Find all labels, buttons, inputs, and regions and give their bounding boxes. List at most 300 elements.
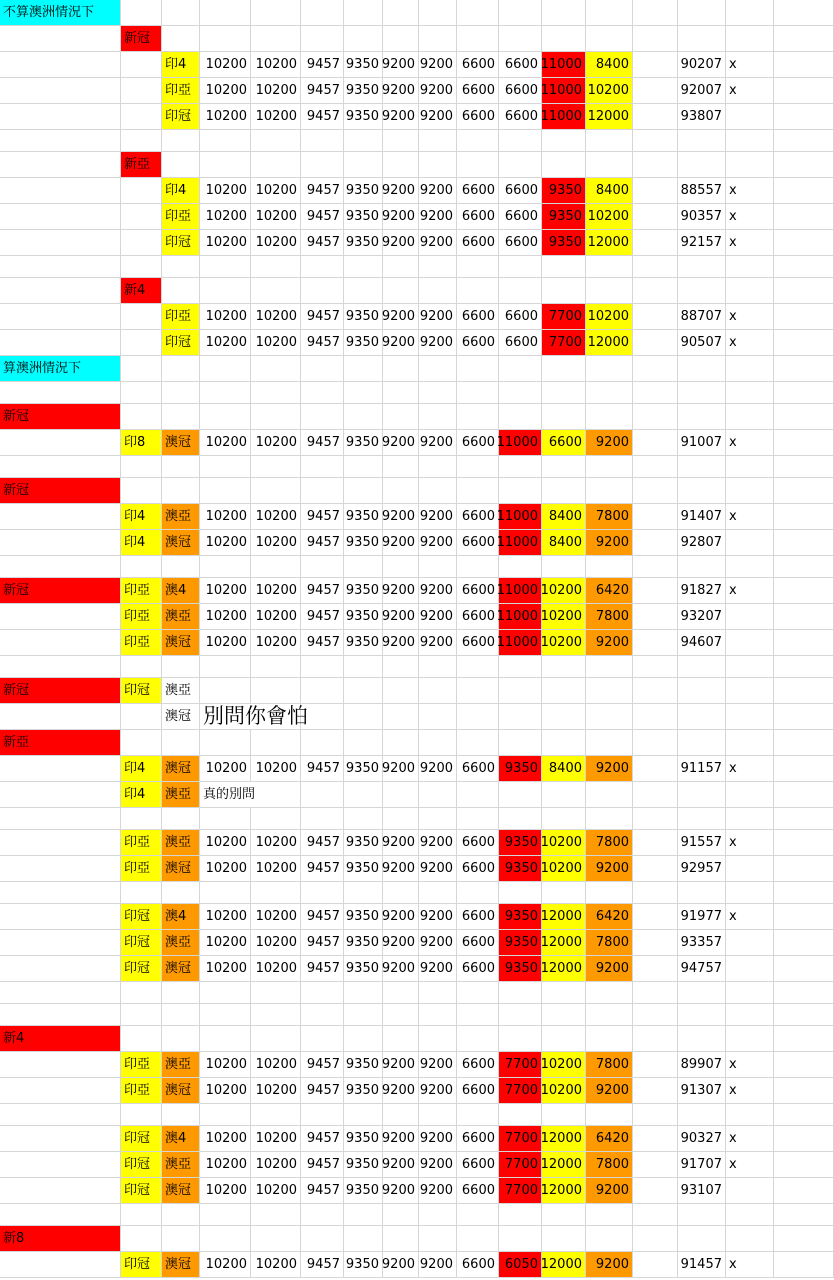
empty-cell[interactable] xyxy=(200,808,251,830)
empty-cell[interactable] xyxy=(301,1226,344,1252)
label-cell[interactable]: x xyxy=(726,178,774,204)
empty-cell[interactable] xyxy=(419,456,457,478)
empty-cell[interactable] xyxy=(162,130,200,152)
empty-cell[interactable] xyxy=(633,404,678,430)
empty-cell[interactable] xyxy=(678,1004,726,1026)
empty-cell[interactable] xyxy=(200,982,251,1004)
label-cell[interactable]: 印冠 xyxy=(121,1126,162,1152)
empty-cell[interactable] xyxy=(457,130,499,152)
empty-cell[interactable] xyxy=(162,1004,200,1026)
empty-cell[interactable] xyxy=(678,982,726,1004)
value-cell[interactable]: 9200 xyxy=(419,578,457,604)
empty-cell[interactable] xyxy=(633,304,678,330)
value-cell[interactable]: 9350 xyxy=(344,1252,383,1278)
empty-cell[interactable] xyxy=(774,330,834,356)
empty-cell[interactable] xyxy=(0,130,121,152)
empty-cell[interactable] xyxy=(121,704,162,730)
value-cell[interactable]: 10200 xyxy=(542,1078,586,1104)
value-cell[interactable]: 9200 xyxy=(383,1078,419,1104)
value-cell[interactable]: 9350 xyxy=(344,330,383,356)
value-cell[interactable]: 6600 xyxy=(457,856,499,882)
empty-cell[interactable] xyxy=(121,456,162,478)
value-cell[interactable]: 9350 xyxy=(542,178,586,204)
empty-cell[interactable] xyxy=(633,1178,678,1204)
empty-cell[interactable] xyxy=(726,530,774,556)
value-cell[interactable]: 9350 xyxy=(344,1078,383,1104)
empty-cell[interactable] xyxy=(0,78,121,104)
value-cell[interactable]: 9200 xyxy=(586,430,633,456)
value-cell[interactable]: 91827 xyxy=(678,578,726,604)
empty-cell[interactable] xyxy=(586,382,633,404)
empty-cell[interactable] xyxy=(726,782,774,808)
value-cell[interactable]: 91707 xyxy=(678,1152,726,1178)
empty-cell[interactable] xyxy=(162,382,200,404)
empty-cell[interactable] xyxy=(121,1104,162,1126)
value-cell[interactable]: 9200 xyxy=(419,1152,457,1178)
value-cell[interactable]: 9350 xyxy=(499,856,542,882)
empty-cell[interactable] xyxy=(499,456,542,478)
empty-cell[interactable] xyxy=(383,808,419,830)
empty-cell[interactable] xyxy=(162,982,200,1004)
empty-cell[interactable] xyxy=(301,1004,344,1026)
empty-cell[interactable] xyxy=(251,982,301,1004)
label-cell[interactable]: 新冠 xyxy=(0,478,121,504)
empty-cell[interactable] xyxy=(633,782,678,808)
value-cell[interactable]: 6420 xyxy=(586,1126,633,1152)
value-cell[interactable]: 9200 xyxy=(419,530,457,556)
value-cell[interactable]: 10200 xyxy=(200,1252,251,1278)
empty-cell[interactable] xyxy=(200,130,251,152)
label-cell[interactable]: 澳冠 xyxy=(162,856,200,882)
empty-cell[interactable] xyxy=(457,1026,499,1052)
empty-cell[interactable] xyxy=(301,556,344,578)
empty-cell[interactable] xyxy=(457,678,499,704)
empty-cell[interactable] xyxy=(586,278,633,304)
empty-cell[interactable] xyxy=(344,256,383,278)
value-cell[interactable]: 10200 xyxy=(251,1178,301,1204)
label-cell[interactable]: 澳亞 xyxy=(162,678,200,704)
empty-cell[interactable] xyxy=(726,1104,774,1126)
empty-cell[interactable] xyxy=(542,678,586,704)
empty-cell[interactable] xyxy=(251,1004,301,1026)
empty-cell[interactable] xyxy=(457,556,499,578)
value-cell[interactable]: 10200 xyxy=(200,904,251,930)
value-cell[interactable]: 9200 xyxy=(419,78,457,104)
empty-cell[interactable] xyxy=(774,530,834,556)
empty-cell[interactable] xyxy=(419,808,457,830)
empty-cell[interactable] xyxy=(457,356,499,382)
empty-cell[interactable] xyxy=(162,1026,200,1052)
empty-cell[interactable] xyxy=(499,882,542,904)
label-cell[interactable]: 澳4 xyxy=(162,1126,200,1152)
empty-cell[interactable] xyxy=(633,130,678,152)
label-cell[interactable]: 澳亞 xyxy=(162,830,200,856)
empty-cell[interactable] xyxy=(162,278,200,304)
empty-cell[interactable] xyxy=(726,1226,774,1252)
empty-cell[interactable] xyxy=(251,556,301,578)
value-cell[interactable]: 9200 xyxy=(419,630,457,656)
value-cell[interactable]: 8400 xyxy=(586,52,633,78)
value-cell[interactable]: 9457 xyxy=(301,330,344,356)
value-cell[interactable]: 7700 xyxy=(499,1126,542,1152)
label-cell[interactable]: 印冠 xyxy=(121,1178,162,1204)
empty-cell[interactable] xyxy=(633,52,678,78)
value-cell[interactable]: 10200 xyxy=(542,604,586,630)
value-cell[interactable]: 6600 xyxy=(499,178,542,204)
value-cell[interactable]: 9350 xyxy=(344,78,383,104)
empty-cell[interactable] xyxy=(586,1026,633,1052)
empty-cell[interactable] xyxy=(633,882,678,904)
empty-cell[interactable] xyxy=(121,130,162,152)
empty-cell[interactable] xyxy=(774,956,834,982)
label-cell[interactable]: 印亞 xyxy=(162,78,200,104)
empty-cell[interactable] xyxy=(301,982,344,1004)
empty-cell[interactable] xyxy=(774,756,834,782)
value-cell[interactable]: 10200 xyxy=(251,830,301,856)
label-cell[interactable]: 印4 xyxy=(121,530,162,556)
empty-cell[interactable] xyxy=(726,26,774,52)
value-cell[interactable]: 9200 xyxy=(383,178,419,204)
empty-cell[interactable] xyxy=(301,0,344,26)
value-cell[interactable]: 9350 xyxy=(344,178,383,204)
empty-cell[interactable] xyxy=(251,882,301,904)
empty-cell[interactable] xyxy=(162,1104,200,1126)
label-cell[interactable]: 印8 xyxy=(121,430,162,456)
value-cell[interactable]: 6600 xyxy=(457,530,499,556)
empty-cell[interactable] xyxy=(726,656,774,678)
empty-cell[interactable] xyxy=(774,704,834,730)
value-cell[interactable]: 91007 xyxy=(678,430,726,456)
value-cell[interactable]: 11000 xyxy=(499,430,542,456)
empty-cell[interactable] xyxy=(586,1226,633,1252)
empty-cell[interactable] xyxy=(457,808,499,830)
empty-cell[interactable] xyxy=(121,656,162,678)
value-cell[interactable]: 6600 xyxy=(457,1052,499,1078)
empty-cell[interactable] xyxy=(457,478,499,504)
empty-cell[interactable] xyxy=(774,1126,834,1152)
empty-cell[interactable] xyxy=(586,456,633,478)
value-cell[interactable]: 9350 xyxy=(344,904,383,930)
value-cell[interactable]: 92807 xyxy=(678,530,726,556)
empty-cell[interactable] xyxy=(499,0,542,26)
value-cell[interactable]: 6600 xyxy=(457,1078,499,1104)
label-cell[interactable]: 印亞 xyxy=(121,604,162,630)
empty-cell[interactable] xyxy=(774,982,834,1004)
empty-cell[interactable] xyxy=(121,1226,162,1252)
empty-cell[interactable] xyxy=(633,1226,678,1252)
value-cell[interactable]: 10200 xyxy=(251,1252,301,1278)
empty-cell[interactable] xyxy=(251,152,301,178)
empty-cell[interactable] xyxy=(774,0,834,26)
value-cell[interactable]: 12000 xyxy=(542,1178,586,1204)
label-cell[interactable]: x xyxy=(726,430,774,456)
value-cell[interactable]: 9457 xyxy=(301,104,344,130)
empty-cell[interactable] xyxy=(542,356,586,382)
empty-cell[interactable] xyxy=(0,1178,121,1204)
value-cell[interactable]: 9350 xyxy=(344,856,383,882)
empty-cell[interactable] xyxy=(774,930,834,956)
empty-cell[interactable] xyxy=(344,456,383,478)
value-cell[interactable]: 11000 xyxy=(542,52,586,78)
label-cell[interactable]: 印4 xyxy=(121,782,162,808)
label-cell[interactable]: 印亞 xyxy=(162,204,200,230)
empty-cell[interactable] xyxy=(0,52,121,78)
empty-cell[interactable] xyxy=(419,656,457,678)
value-cell[interactable]: 9200 xyxy=(586,1178,633,1204)
value-cell[interactable]: 9350 xyxy=(344,830,383,856)
value-cell[interactable]: 7700 xyxy=(542,330,586,356)
empty-cell[interactable] xyxy=(726,1178,774,1204)
empty-cell[interactable] xyxy=(251,656,301,678)
value-cell[interactable]: 9200 xyxy=(419,1252,457,1278)
empty-cell[interactable] xyxy=(774,26,834,52)
empty-cell[interactable] xyxy=(633,1126,678,1152)
value-cell[interactable]: 6600 xyxy=(457,930,499,956)
empty-cell[interactable] xyxy=(633,478,678,504)
value-cell[interactable]: 6600 xyxy=(457,1152,499,1178)
empty-cell[interactable] xyxy=(499,556,542,578)
empty-cell[interactable] xyxy=(0,26,121,52)
empty-cell[interactable] xyxy=(774,152,834,178)
empty-cell[interactable] xyxy=(419,678,457,704)
empty-cell[interactable] xyxy=(633,830,678,856)
value-cell[interactable]: 9200 xyxy=(419,1126,457,1152)
empty-cell[interactable] xyxy=(0,1004,121,1026)
value-cell[interactable]: 9457 xyxy=(301,204,344,230)
empty-cell[interactable] xyxy=(200,556,251,578)
value-cell[interactable]: 12000 xyxy=(542,956,586,982)
value-cell[interactable]: 9457 xyxy=(301,830,344,856)
empty-cell[interactable] xyxy=(0,278,121,304)
value-cell[interactable]: 10200 xyxy=(251,78,301,104)
empty-cell[interactable] xyxy=(774,556,834,578)
value-cell[interactable]: 93207 xyxy=(678,604,726,630)
empty-cell[interactable] xyxy=(678,0,726,26)
empty-cell[interactable] xyxy=(200,656,251,678)
value-cell[interactable]: 7800 xyxy=(586,830,633,856)
empty-cell[interactable] xyxy=(457,882,499,904)
value-cell[interactable]: 12000 xyxy=(586,330,633,356)
empty-cell[interactable] xyxy=(251,808,301,830)
empty-cell[interactable] xyxy=(0,556,121,578)
value-cell[interactable]: 9200 xyxy=(383,756,419,782)
empty-cell[interactable] xyxy=(419,730,457,756)
empty-cell[interactable] xyxy=(0,178,121,204)
empty-cell[interactable] xyxy=(678,882,726,904)
empty-cell[interactable] xyxy=(344,982,383,1004)
empty-cell[interactable] xyxy=(162,1226,200,1252)
label-cell[interactable]: x xyxy=(726,1052,774,1078)
empty-cell[interactable] xyxy=(586,1004,633,1026)
empty-cell[interactable] xyxy=(383,152,419,178)
empty-cell[interactable] xyxy=(586,256,633,278)
label-cell[interactable]: x xyxy=(726,1078,774,1104)
value-cell[interactable]: 6600 xyxy=(457,104,499,130)
label-cell[interactable]: 算澳洲情況下 xyxy=(0,356,121,382)
value-cell[interactable]: 91457 xyxy=(678,1252,726,1278)
empty-cell[interactable] xyxy=(586,0,633,26)
value-cell[interactable]: 6600 xyxy=(457,78,499,104)
empty-cell[interactable] xyxy=(301,1026,344,1052)
empty-cell[interactable] xyxy=(678,404,726,430)
empty-cell[interactable] xyxy=(0,808,121,830)
empty-cell[interactable] xyxy=(774,52,834,78)
value-cell[interactable]: 9200 xyxy=(383,904,419,930)
empty-cell[interactable] xyxy=(383,382,419,404)
empty-cell[interactable] xyxy=(121,1204,162,1226)
value-cell[interactable]: 9457 xyxy=(301,956,344,982)
empty-cell[interactable] xyxy=(344,678,383,704)
label-cell[interactable]: 澳亞 xyxy=(162,930,200,956)
label-cell[interactable]: x xyxy=(726,504,774,530)
empty-cell[interactable] xyxy=(542,478,586,504)
value-cell[interactable]: 9200 xyxy=(586,756,633,782)
value-cell[interactable]: 9350 xyxy=(344,52,383,78)
label-cell[interactable]: x xyxy=(726,52,774,78)
value-cell[interactable]: 9457 xyxy=(301,578,344,604)
value-cell[interactable]: 9200 xyxy=(383,630,419,656)
empty-cell[interactable] xyxy=(499,1104,542,1126)
empty-cell[interactable] xyxy=(586,356,633,382)
value-cell[interactable]: 9200 xyxy=(586,956,633,982)
empty-cell[interactable] xyxy=(251,256,301,278)
empty-cell[interactable] xyxy=(586,656,633,678)
value-cell[interactable]: 6600 xyxy=(499,330,542,356)
value-cell[interactable]: 6600 xyxy=(499,52,542,78)
empty-cell[interactable] xyxy=(542,982,586,1004)
empty-cell[interactable] xyxy=(344,656,383,678)
empty-cell[interactable] xyxy=(0,1104,121,1126)
value-cell[interactable]: 10200 xyxy=(542,630,586,656)
empty-cell[interactable] xyxy=(251,278,301,304)
value-cell[interactable]: 9457 xyxy=(301,904,344,930)
value-cell[interactable]: 6600 xyxy=(499,204,542,230)
empty-cell[interactable] xyxy=(301,1104,344,1126)
empty-cell[interactable] xyxy=(162,356,200,382)
empty-cell[interactable] xyxy=(774,1252,834,1278)
value-cell[interactable]: 6600 xyxy=(457,578,499,604)
empty-cell[interactable] xyxy=(0,1126,121,1152)
empty-cell[interactable] xyxy=(726,704,774,730)
empty-cell[interactable] xyxy=(633,278,678,304)
empty-cell[interactable] xyxy=(301,278,344,304)
empty-cell[interactable] xyxy=(419,278,457,304)
empty-cell[interactable] xyxy=(200,152,251,178)
empty-cell[interactable] xyxy=(200,678,251,704)
empty-cell[interactable] xyxy=(0,930,121,956)
value-cell[interactable]: 9350 xyxy=(344,756,383,782)
empty-cell[interactable] xyxy=(121,330,162,356)
empty-cell[interactable] xyxy=(121,204,162,230)
empty-cell[interactable] xyxy=(344,1226,383,1252)
empty-cell[interactable] xyxy=(301,656,344,678)
value-cell[interactable]: 94607 xyxy=(678,630,726,656)
value-cell[interactable]: 10200 xyxy=(251,178,301,204)
label-cell[interactable]: 澳冠 xyxy=(162,1252,200,1278)
empty-cell[interactable] xyxy=(121,256,162,278)
value-cell[interactable]: 10200 xyxy=(251,230,301,256)
empty-cell[interactable] xyxy=(726,808,774,830)
empty-cell[interactable] xyxy=(121,1004,162,1026)
label-cell[interactable]: 印亞 xyxy=(162,304,200,330)
empty-cell[interactable] xyxy=(774,578,834,604)
empty-cell[interactable] xyxy=(0,256,121,278)
empty-cell[interactable] xyxy=(419,0,457,26)
value-cell[interactable]: 10200 xyxy=(251,104,301,130)
value-cell[interactable]: 9457 xyxy=(301,1078,344,1104)
empty-cell[interactable] xyxy=(0,1204,121,1226)
empty-cell[interactable] xyxy=(419,1104,457,1126)
empty-cell[interactable] xyxy=(200,256,251,278)
empty-cell[interactable] xyxy=(774,404,834,430)
empty-cell[interactable] xyxy=(726,456,774,478)
value-cell[interactable]: 9200 xyxy=(419,430,457,456)
empty-cell[interactable] xyxy=(0,956,121,982)
value-cell[interactable]: 9200 xyxy=(383,1178,419,1204)
value-cell[interactable]: 10200 xyxy=(200,230,251,256)
empty-cell[interactable] xyxy=(162,882,200,904)
value-cell[interactable]: 9457 xyxy=(301,604,344,630)
value-cell[interactable]: 10200 xyxy=(251,956,301,982)
label-cell[interactable]: 新冠 xyxy=(0,404,121,430)
value-cell[interactable]: 6600 xyxy=(457,956,499,982)
empty-cell[interactable] xyxy=(121,178,162,204)
empty-cell[interactable] xyxy=(678,656,726,678)
value-cell[interactable]: 10200 xyxy=(586,78,633,104)
value-cell[interactable]: 9350 xyxy=(344,530,383,556)
empty-cell[interactable] xyxy=(251,0,301,26)
label-cell[interactable]: 印4 xyxy=(121,756,162,782)
value-cell[interactable]: 9457 xyxy=(301,504,344,530)
empty-cell[interactable] xyxy=(301,456,344,478)
value-cell[interactable]: 9457 xyxy=(301,1178,344,1204)
empty-cell[interactable] xyxy=(774,204,834,230)
empty-cell[interactable] xyxy=(162,26,200,52)
empty-cell[interactable] xyxy=(633,704,678,730)
empty-cell[interactable] xyxy=(678,1226,726,1252)
label-cell[interactable]: 澳4 xyxy=(162,578,200,604)
empty-cell[interactable] xyxy=(774,782,834,808)
value-cell[interactable]: 88557 xyxy=(678,178,726,204)
empty-cell[interactable] xyxy=(586,556,633,578)
empty-cell[interactable] xyxy=(542,730,586,756)
empty-cell[interactable] xyxy=(726,1026,774,1052)
empty-cell[interactable] xyxy=(499,130,542,152)
empty-cell[interactable] xyxy=(633,1026,678,1052)
empty-cell[interactable] xyxy=(633,678,678,704)
value-cell[interactable]: 12000 xyxy=(542,1252,586,1278)
empty-cell[interactable] xyxy=(542,656,586,678)
label-cell[interactable]: 新亞 xyxy=(0,730,121,756)
empty-cell[interactable] xyxy=(774,630,834,656)
value-cell[interactable]: 9200 xyxy=(383,304,419,330)
empty-cell[interactable] xyxy=(542,382,586,404)
empty-cell[interactable] xyxy=(383,478,419,504)
label-cell[interactable]: 澳亞 xyxy=(162,1152,200,1178)
empty-cell[interactable] xyxy=(774,730,834,756)
value-cell[interactable]: 10200 xyxy=(200,204,251,230)
empty-cell[interactable] xyxy=(383,1226,419,1252)
empty-cell[interactable] xyxy=(678,678,726,704)
empty-cell[interactable] xyxy=(0,504,121,530)
empty-cell[interactable] xyxy=(162,730,200,756)
empty-cell[interactable] xyxy=(678,152,726,178)
value-cell[interactable]: 9200 xyxy=(419,604,457,630)
value-cell[interactable]: 7700 xyxy=(499,1178,542,1204)
value-cell[interactable]: 10200 xyxy=(200,956,251,982)
empty-cell[interactable] xyxy=(121,52,162,78)
empty-cell[interactable] xyxy=(633,256,678,278)
